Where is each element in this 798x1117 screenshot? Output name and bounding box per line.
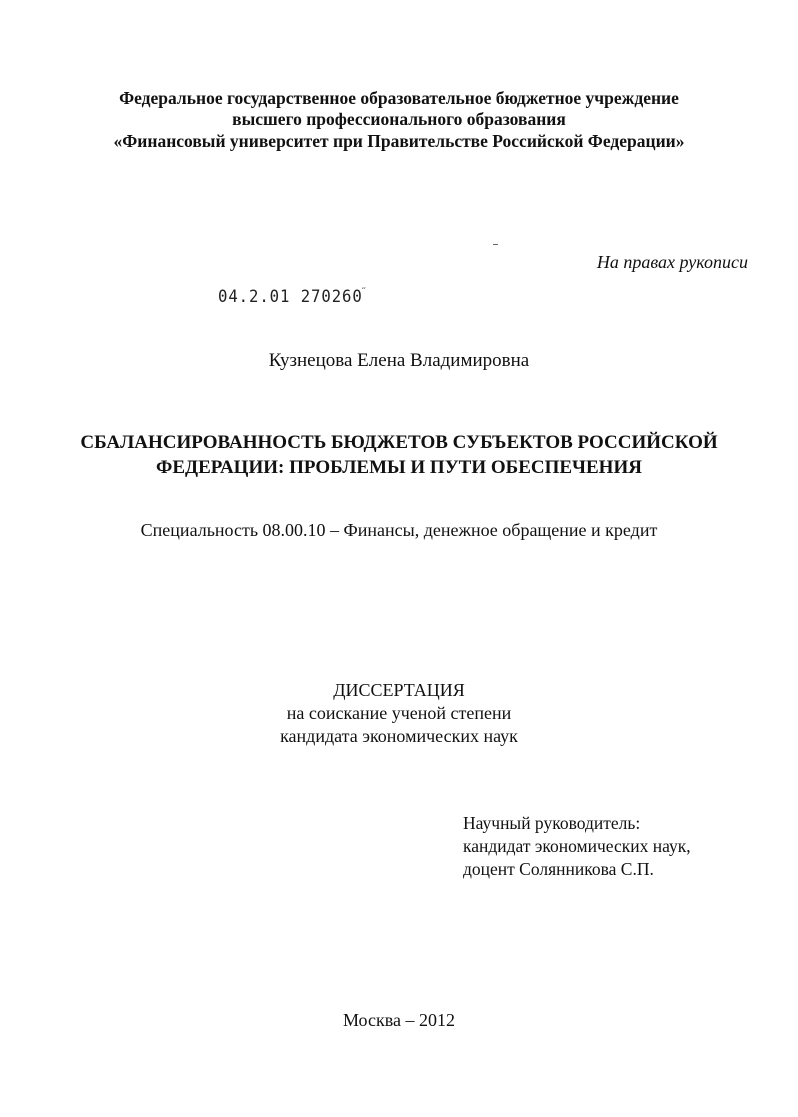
- advisor-name: доцент Солянникова С.П.: [463, 859, 654, 879]
- city-year: Москва – 2012: [343, 1010, 455, 1030]
- advisor-label: Научный руководитель:: [463, 813, 641, 833]
- specialty: Специальность 08.00.10 – Финансы, денежное обращение и кредит: [140, 520, 658, 540]
- institution-line-2: высшего профессионального образования: [232, 109, 566, 129]
- dissertation-heading: ДИССЕРТАЦИЯ: [333, 680, 465, 700]
- scan-speck: [493, 244, 498, 245]
- title-line-1: СБАЛАНСИРОВАННОСТЬ БЮДЖЕТОВ СУБЪЕКТОВ РОССИЙСКОЙ: [80, 432, 718, 453]
- advisor-degree: кандидат экономических наук,: [463, 836, 691, 856]
- dissertation-field-line: кандидата экономических наук: [280, 726, 518, 746]
- institution-line-1: Федеральное государственное образовательное бюджетное учреждение: [119, 88, 679, 108]
- registration-stamp: 04.2.01 270260: [218, 287, 363, 307]
- institution-line-3: «Финансовый университет при Правительстве Российской Федерации»: [113, 131, 685, 151]
- stamp-mark: ˝: [362, 286, 366, 298]
- title-line-2: ФЕДЕРАЦИИ: ПРОБЛЕМЫ И ПУТИ ОБЕСПЕЧЕНИЯ: [156, 457, 642, 478]
- rights-note: На правах рукописи: [596, 252, 748, 272]
- author-name: Кузнецова Елена Владимировна: [268, 350, 530, 371]
- dissertation-degree-line: на соискание ученой степени: [286, 703, 512, 723]
